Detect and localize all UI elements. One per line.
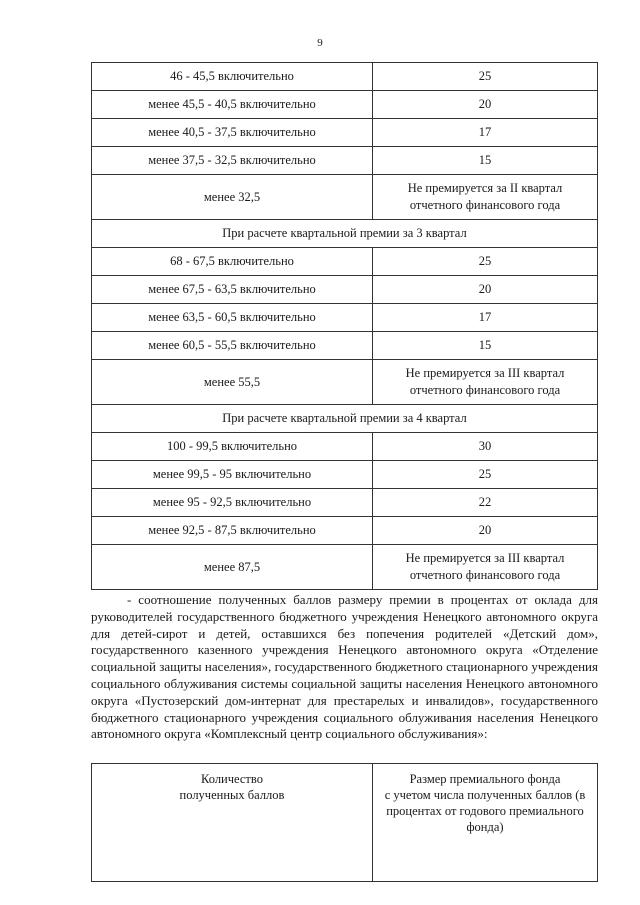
table-row bbox=[92, 489, 598, 517]
score-range-cell: менее 95 - 92,5 включительно bbox=[92, 489, 373, 517]
score-range-cell: менее 63,5 - 60,5 включительно bbox=[92, 304, 373, 332]
score-range-cell: менее 99,5 - 95 включительно bbox=[92, 461, 373, 489]
score-range-cell: менее 32,5 bbox=[92, 175, 373, 220]
table-row bbox=[92, 304, 598, 332]
table-row bbox=[92, 91, 598, 119]
fund-table-header-row bbox=[92, 764, 598, 882]
score-range-cell: менее 87,5 bbox=[92, 545, 373, 590]
bonus-value-cell: Не премируется за III квартал отчетного финансового года bbox=[373, 360, 598, 405]
section-title: При расчете квартальной премии за 3 квартал bbox=[92, 220, 598, 248]
bonus-value-cell: 30 bbox=[373, 433, 598, 461]
score-range-cell: менее 60,5 - 55,5 включительно bbox=[92, 332, 373, 360]
table-row bbox=[92, 248, 598, 276]
bonus-value-cell: 25 bbox=[373, 248, 598, 276]
table-row bbox=[92, 332, 598, 360]
body-paragraph: - соотношение полученных баллов размеру премии в процентах от оклада для руководителей государственного бюджетного учреждения Ненецкого автономного округа для детей-сирот и детей, оставшихся без попечения родителей «Детский дом», государственного казенного учреждения Ненецкого автономного округа «Отделение социальной защиты населения», государственного бюджетного стационарного учреждения социального облуживания системы социальной защиты населения Ненецкого автономного округа «Пустозерский дом-интернат для престарелых и инвалидов», государственного бюджетного стационарного учреждения социального облуживания населения Ненецкого автономного округа «Комплексный центр социального обслуживания»: bbox=[91, 592, 598, 742]
score-range-cell: 46 - 45,5 включительно bbox=[92, 63, 373, 91]
score-range-cell: менее 55,5 bbox=[92, 360, 373, 405]
table-row bbox=[92, 276, 598, 304]
bonus-value-cell: 15 bbox=[373, 332, 598, 360]
bonus-value-cell: 20 bbox=[373, 91, 598, 119]
score-range-cell: менее 92,5 - 87,5 включительно bbox=[92, 517, 373, 545]
bonus-value-cell: Не премируется за II квартал отчетного финансового года bbox=[373, 175, 598, 220]
score-range-cell: 100 - 99,5 включительно bbox=[92, 433, 373, 461]
table-row bbox=[92, 517, 598, 545]
table-row bbox=[92, 461, 598, 489]
score-range-cell: 68 - 67,5 включительно bbox=[92, 248, 373, 276]
bonus-value-cell: 25 bbox=[373, 461, 598, 489]
fund-table bbox=[91, 763, 598, 882]
section-header-row bbox=[92, 220, 598, 248]
score-range-cell: менее 67,5 - 63,5 включительно bbox=[92, 276, 373, 304]
header-fund-size: Размер премиального фонда с учетом числа полученных баллов (в процентах от годового премиального фонда) bbox=[373, 764, 598, 882]
section-header-row bbox=[92, 405, 598, 433]
bonus-value-cell: 22 bbox=[373, 489, 598, 517]
bonus-value-cell: 15 bbox=[373, 147, 598, 175]
score-range-cell: менее 37,5 - 32,5 включительно bbox=[92, 147, 373, 175]
bonus-value-cell: Не премируется за III квартал отчетного финансового года bbox=[373, 545, 598, 590]
table-row bbox=[92, 433, 598, 461]
table-row bbox=[92, 119, 598, 147]
table-row bbox=[92, 147, 598, 175]
score-range-cell: менее 45,5 - 40,5 включительно bbox=[92, 91, 373, 119]
header-score-count: Количество полученных баллов bbox=[92, 764, 373, 882]
page-number: 9 bbox=[317, 37, 323, 49]
bonus-value-cell: 17 bbox=[373, 119, 598, 147]
bonus-value-cell: 17 bbox=[373, 304, 598, 332]
score-table bbox=[91, 62, 598, 590]
section-title: При расчете квартальной премии за 4 квартал bbox=[92, 405, 598, 433]
table-row bbox=[92, 360, 598, 405]
table-row bbox=[92, 545, 598, 590]
score-range-cell: менее 40,5 - 37,5 включительно bbox=[92, 119, 373, 147]
table-row bbox=[92, 175, 598, 220]
bonus-value-cell: 20 bbox=[373, 276, 598, 304]
table-row bbox=[92, 63, 598, 91]
bonus-value-cell: 25 bbox=[373, 63, 598, 91]
bonus-value-cell: 20 bbox=[373, 517, 598, 545]
